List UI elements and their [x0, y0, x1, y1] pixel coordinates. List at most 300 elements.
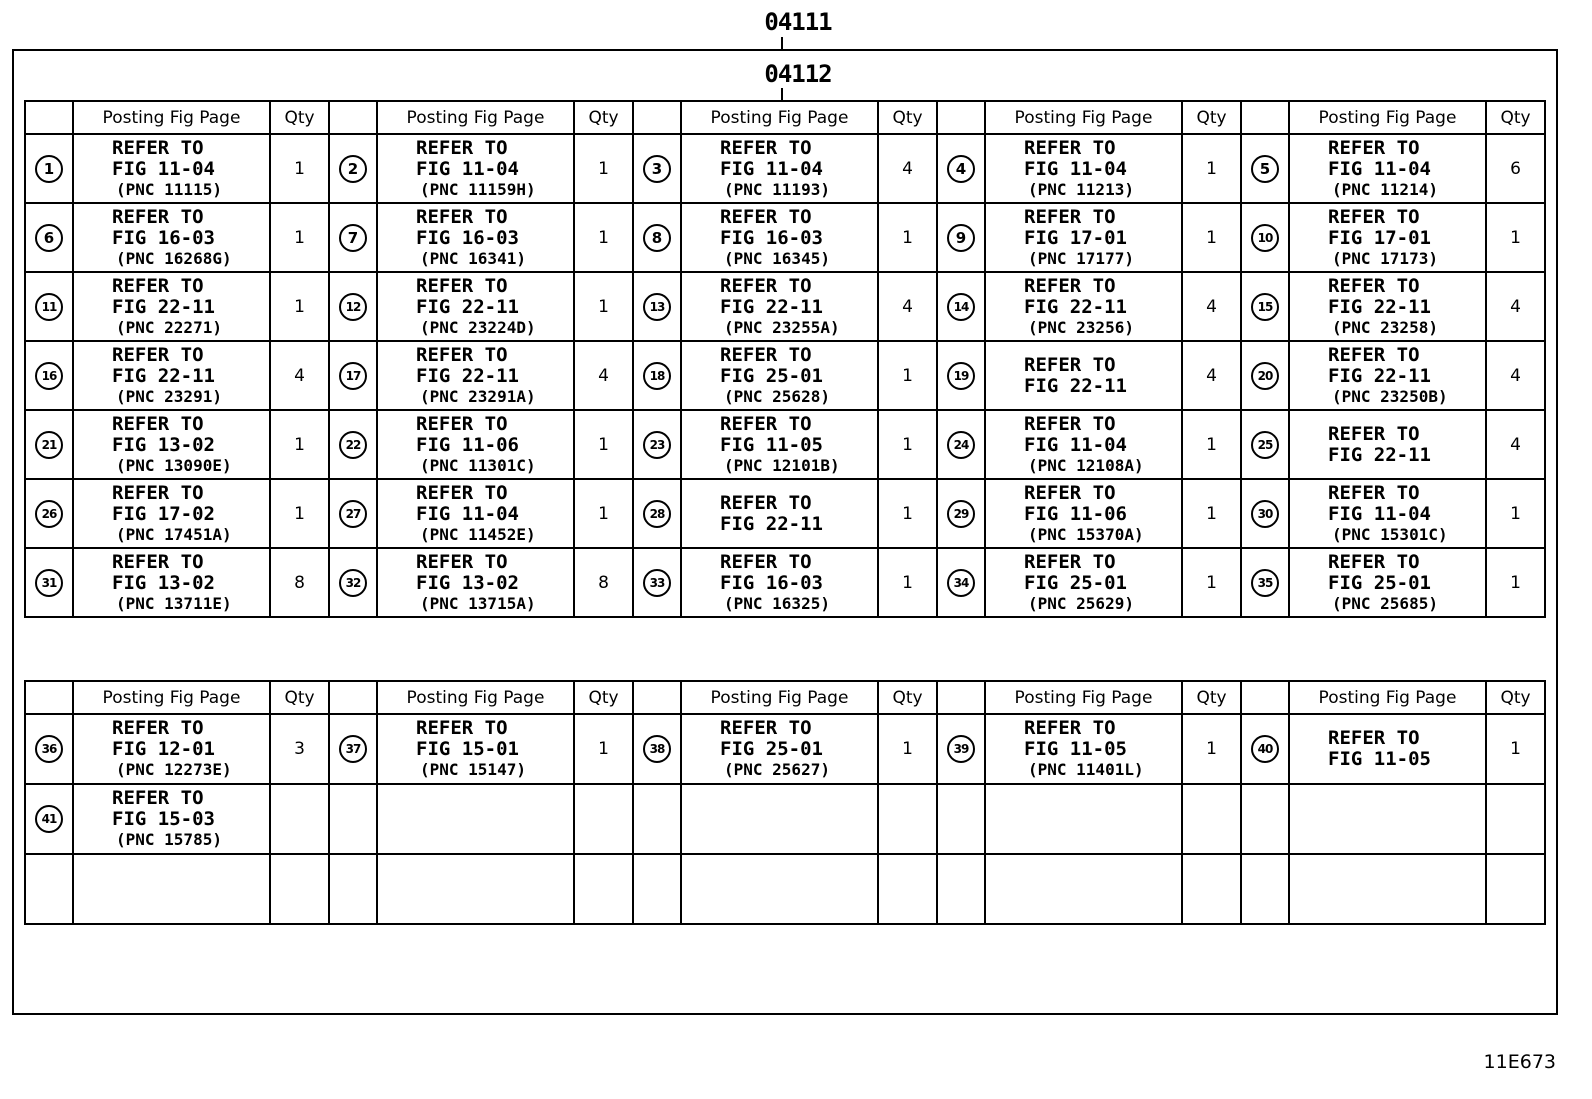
reference-cell — [985, 134, 1182, 203]
refer-to-label: REFER TO — [416, 717, 508, 739]
item-number-cell — [633, 479, 681, 548]
reference-cell — [73, 272, 270, 341]
reference-cell — [377, 784, 574, 854]
item-number-cell — [25, 134, 73, 203]
fig-reference: FIG 25-01 — [1024, 571, 1127, 594]
item-number-cell — [937, 203, 985, 272]
header-posting-fig-page: Posting Fig Page — [681, 681, 878, 714]
item-number-circle: 9 — [947, 224, 975, 252]
table-row — [25, 272, 1545, 341]
header-number-cell — [1241, 681, 1289, 714]
qty-value: 4 — [1510, 365, 1521, 386]
item-number-cell — [329, 341, 377, 410]
table-row — [25, 479, 1545, 548]
pnc-reference: (PNC 25628) — [724, 386, 830, 406]
refer-to-label: REFER TO — [112, 717, 204, 739]
pnc-reference: (PNC 17173) — [1332, 248, 1438, 268]
qty-value: 1 — [902, 572, 913, 593]
reference-cell — [985, 410, 1182, 479]
fig-reference: FIG 22-11 — [1328, 364, 1431, 387]
pnc-reference: (PNC 16341) — [420, 248, 526, 268]
qty-value: 6 — [1510, 158, 1521, 179]
pnc-reference: (PNC 25627) — [724, 760, 830, 779]
item-number-circle: 13 — [643, 293, 671, 321]
reference-table-secondary — [24, 680, 1546, 925]
item-number-circle: 37 — [339, 735, 367, 763]
item-number-cell — [937, 479, 985, 548]
qty-value: 8 — [294, 572, 305, 593]
fig-reference: FIG 22-11 — [1328, 443, 1431, 466]
refer-to-label: REFER TO — [112, 412, 204, 435]
reference-cell — [681, 410, 878, 479]
pnc-reference: (PNC 15370A) — [1028, 524, 1144, 544]
qty-value: 1 — [1206, 572, 1217, 593]
reference-cell — [377, 548, 574, 617]
header-number-cell — [937, 101, 985, 134]
item-number-circle: 21 — [35, 431, 63, 459]
header-qty: Qty — [878, 681, 937, 714]
table-row — [25, 548, 1545, 617]
refer-to-label: REFER TO — [416, 481, 508, 504]
item-number-cell — [25, 203, 73, 272]
header-number-cell — [937, 681, 985, 714]
reference-cell — [681, 479, 878, 548]
refer-to-label: REFER TO — [1328, 481, 1420, 504]
item-number-circle: 27 — [339, 500, 367, 528]
item-number-cell — [1241, 854, 1289, 924]
qty-cell — [878, 784, 937, 854]
fig-reference: FIG 22-11 — [112, 364, 215, 387]
qty-cell — [878, 714, 937, 784]
table-row — [25, 134, 1545, 203]
item-number-cell — [1241, 479, 1289, 548]
header-number-cell — [25, 101, 73, 134]
header-posting-fig-page: Posting Fig Page — [681, 101, 878, 134]
qty-cell — [878, 479, 937, 548]
item-number-cell — [1241, 784, 1289, 854]
qty-cell — [574, 341, 633, 410]
header-posting-fig-page: Posting Fig Page — [985, 681, 1182, 714]
fig-reference: FIG 25-01 — [720, 738, 823, 760]
refer-to-label: REFER TO — [1328, 727, 1420, 749]
item-number-cell — [25, 784, 73, 854]
item-number-cell — [937, 341, 985, 410]
item-number-cell — [329, 410, 377, 479]
refer-to-label: REFER TO — [416, 274, 508, 297]
pnc-reference: (PNC 15301C) — [1332, 524, 1448, 544]
item-number-circle: 14 — [947, 293, 975, 321]
fig-reference: FIG 11-04 — [112, 157, 215, 180]
qty-cell — [270, 272, 329, 341]
table-row — [25, 784, 1545, 854]
refer-to-label: REFER TO — [112, 343, 204, 366]
fig-reference: FIG 11-06 — [416, 433, 519, 456]
pnc-reference: (PNC 12273E) — [116, 760, 232, 779]
header-row — [25, 101, 1545, 134]
header-posting-fig-page: Posting Fig Page — [985, 101, 1182, 134]
pnc-reference: (PNC 11214) — [1332, 179, 1438, 199]
reference-cell — [681, 341, 878, 410]
qty-cell — [270, 714, 329, 784]
qty-cell — [574, 479, 633, 548]
header-number-cell — [25, 681, 73, 714]
refer-to-label: REFER TO — [416, 205, 508, 228]
qty-value: 1 — [1206, 503, 1217, 524]
fig-reference: FIG 11-05 — [1328, 748, 1431, 770]
qty-cell — [1486, 203, 1545, 272]
item-number-circle: 18 — [643, 362, 671, 390]
fig-reference: FIG 11-04 — [416, 502, 519, 525]
pnc-reference: (PNC 11301C) — [420, 455, 536, 475]
qty-cell — [878, 548, 937, 617]
item-number-circle: 29 — [947, 500, 975, 528]
qty-cell — [574, 203, 633, 272]
pnc-reference: (PNC 16325) — [724, 593, 830, 613]
qty-cell — [1486, 272, 1545, 341]
figure-code: 11E673 — [1483, 1051, 1556, 1073]
reference-cell — [681, 548, 878, 617]
reference-cell — [73, 548, 270, 617]
table-row — [25, 203, 1545, 272]
refer-to-label: REFER TO — [1024, 550, 1116, 573]
fig-reference: FIG 16-03 — [720, 226, 823, 249]
reference-cell — [73, 714, 270, 784]
qty-value: 1 — [294, 227, 305, 248]
item-number-cell — [633, 854, 681, 924]
qty-cell — [1486, 410, 1545, 479]
reference-cell — [1289, 784, 1486, 854]
reference-cell — [681, 134, 878, 203]
reference-cell — [377, 272, 574, 341]
pnc-reference: (PNC 16268G) — [116, 248, 232, 268]
qty-cell — [574, 784, 633, 854]
reference-cell — [377, 854, 574, 924]
pnc-reference: (PNC 15785) — [116, 830, 222, 849]
item-number-circle: 31 — [35, 569, 63, 597]
qty-value: 1 — [902, 739, 913, 759]
qty-value: 1 — [902, 365, 913, 386]
refer-to-label: REFER TO — [1328, 205, 1420, 228]
table-row — [25, 410, 1545, 479]
reference-cell — [1289, 854, 1486, 924]
reference-cell — [73, 410, 270, 479]
qty-cell — [1182, 714, 1241, 784]
refer-to-label: REFER TO — [1024, 136, 1116, 159]
reference-cell — [1289, 714, 1486, 784]
refer-to-label: REFER TO — [720, 343, 812, 366]
table-row — [25, 854, 1545, 924]
qty-value: 1 — [1510, 739, 1521, 759]
qty-value: 1 — [294, 503, 305, 524]
qty-value: 1 — [1510, 572, 1521, 593]
pnc-reference: (PNC 13715A) — [420, 593, 536, 613]
pnc-reference: (PNC 12101B) — [724, 455, 840, 475]
qty-cell — [878, 134, 937, 203]
item-number-cell — [1241, 548, 1289, 617]
qty-value: 4 — [1206, 296, 1217, 317]
fig-reference: FIG 11-05 — [1024, 738, 1127, 760]
fig-reference: FIG 17-01 — [1024, 226, 1127, 249]
item-number-circle: 3 — [643, 155, 671, 183]
qty-value: 1 — [294, 296, 305, 317]
header-qty: Qty — [270, 681, 329, 714]
header-number-cell — [1241, 101, 1289, 134]
item-number-circle: 24 — [947, 431, 975, 459]
qty-value: 1 — [1206, 158, 1217, 179]
qty-cell — [1182, 341, 1241, 410]
fig-reference: FIG 15-01 — [416, 738, 519, 760]
item-number-circle: 20 — [1251, 362, 1279, 390]
refer-to-label: REFER TO — [1328, 550, 1420, 573]
pnc-reference: (PNC 23224D) — [420, 317, 536, 337]
pnc-reference: (PNC 11159H) — [420, 179, 536, 199]
qty-cell — [574, 714, 633, 784]
item-number-cell — [633, 134, 681, 203]
reference-cell — [1289, 272, 1486, 341]
item-number-cell — [329, 479, 377, 548]
fig-reference: FIG 16-03 — [416, 226, 519, 249]
reference-cell — [377, 134, 574, 203]
reference-cell — [985, 272, 1182, 341]
item-number-cell — [937, 410, 985, 479]
qty-value: 4 — [1510, 434, 1521, 455]
reference-cell — [1289, 410, 1486, 479]
reference-cell — [985, 714, 1182, 784]
item-number-circle: 23 — [643, 431, 671, 459]
reference-cell — [681, 854, 878, 924]
item-number-circle: 4 — [947, 155, 975, 183]
qty-value: 1 — [902, 434, 913, 455]
item-number-cell — [1241, 714, 1289, 784]
qty-value: 4 — [1206, 365, 1217, 386]
reference-cell — [985, 479, 1182, 548]
pnc-reference: (PNC 11213) — [1028, 179, 1134, 199]
header-posting-fig-page: Posting Fig Page — [1289, 101, 1486, 134]
refer-to-label: REFER TO — [1024, 274, 1116, 297]
qty-cell — [1182, 854, 1241, 924]
refer-to-label: REFER TO — [720, 491, 812, 514]
qty-value: 1 — [598, 434, 609, 455]
header-qty: Qty — [574, 681, 633, 714]
header-number-cell — [633, 101, 681, 134]
header-posting-fig-page: Posting Fig Page — [377, 681, 574, 714]
refer-to-label: REFER TO — [112, 550, 204, 573]
item-number-cell — [329, 784, 377, 854]
refer-to-label: REFER TO — [112, 136, 204, 159]
item-number-cell — [633, 548, 681, 617]
header-number-cell — [329, 101, 377, 134]
qty-value: 1 — [598, 739, 609, 759]
fig-reference: FIG 11-04 — [720, 157, 823, 180]
qty-cell — [878, 854, 937, 924]
leader-line — [781, 88, 783, 100]
item-number-circle: 30 — [1251, 500, 1279, 528]
item-number-circle: 26 — [35, 500, 63, 528]
refer-to-label: REFER TO — [112, 787, 204, 809]
fig-reference: FIG 25-01 — [720, 364, 823, 387]
fig-reference: FIG 22-11 — [1024, 295, 1127, 318]
qty-cell — [1182, 479, 1241, 548]
refer-to-label: REFER TO — [1328, 274, 1420, 297]
item-number-circle: 16 — [35, 362, 63, 390]
qty-value: 1 — [1206, 227, 1217, 248]
pnc-reference: (PNC 12108A) — [1028, 455, 1144, 475]
qty-value: 4 — [902, 158, 913, 179]
header-posting-fig-page: Posting Fig Page — [73, 681, 270, 714]
reference-cell — [985, 548, 1182, 617]
qty-value: 4 — [598, 365, 609, 386]
pnc-reference: (PNC 17451A) — [116, 524, 232, 544]
qty-value: 1 — [902, 503, 913, 524]
pnc-reference: (PNC 11193) — [724, 179, 830, 199]
reference-cell — [73, 203, 270, 272]
reference-cell — [73, 854, 270, 924]
fig-reference: FIG 16-03 — [112, 226, 215, 249]
item-number-cell — [937, 854, 985, 924]
parent-assembly-label: 04111 — [764, 8, 832, 36]
header-qty: Qty — [1182, 681, 1241, 714]
item-number-circle: 36 — [35, 735, 63, 763]
header-number-cell — [633, 681, 681, 714]
pnc-reference: (PNC 16345) — [724, 248, 830, 268]
reference-cell — [985, 854, 1182, 924]
item-number-cell — [937, 714, 985, 784]
fig-reference: FIG 22-11 — [1024, 374, 1127, 397]
qty-value: 4 — [1510, 296, 1521, 317]
fig-reference: FIG 16-03 — [720, 571, 823, 594]
fig-reference: FIG 11-04 — [1024, 433, 1127, 456]
fig-reference: FIG 13-02 — [112, 571, 215, 594]
qty-cell — [1486, 854, 1545, 924]
pnc-reference: (PNC 22271) — [116, 317, 222, 337]
qty-cell — [878, 410, 937, 479]
item-number-circle: 34 — [947, 569, 975, 597]
qty-cell — [270, 548, 329, 617]
qty-cell — [878, 341, 937, 410]
pnc-reference: (PNC 23291) — [116, 386, 222, 406]
reference-cell — [1289, 134, 1486, 203]
item-number-cell — [25, 854, 73, 924]
refer-to-label: REFER TO — [112, 481, 204, 504]
qty-cell — [574, 410, 633, 479]
qty-value: 1 — [598, 158, 609, 179]
item-number-circle: 2 — [339, 155, 367, 183]
qty-cell — [270, 203, 329, 272]
qty-value: 1 — [1206, 434, 1217, 455]
reference-cell — [377, 410, 574, 479]
header-row — [25, 681, 1545, 714]
item-number-circle: 22 — [339, 431, 367, 459]
reference-cell — [985, 341, 1182, 410]
reference-cell — [681, 784, 878, 854]
header-qty: Qty — [270, 101, 329, 134]
reference-cell — [681, 272, 878, 341]
fig-reference: FIG 11-04 — [1328, 502, 1431, 525]
item-number-cell — [25, 714, 73, 784]
qty-cell — [1182, 134, 1241, 203]
qty-value: 1 — [902, 227, 913, 248]
item-number-cell — [633, 784, 681, 854]
refer-to-label: REFER TO — [1024, 205, 1116, 228]
header-posting-fig-page: Posting Fig Page — [1289, 681, 1486, 714]
item-number-circle: 32 — [339, 569, 367, 597]
item-number-circle: 39 — [947, 735, 975, 763]
qty-cell — [1486, 714, 1545, 784]
item-number-circle: 38 — [643, 735, 671, 763]
header-posting-fig-page: Posting Fig Page — [73, 101, 270, 134]
item-number-circle: 11 — [35, 293, 63, 321]
item-number-circle: 8 — [643, 224, 671, 252]
qty-value: 1 — [598, 296, 609, 317]
refer-to-label: REFER TO — [1024, 353, 1116, 376]
qty-value: 1 — [1510, 227, 1521, 248]
item-number-cell — [633, 272, 681, 341]
item-number-cell — [1241, 410, 1289, 479]
item-number-circle: 10 — [1251, 224, 1279, 252]
item-number-circle: 35 — [1251, 569, 1279, 597]
pnc-reference: (PNC 23250B) — [1332, 386, 1448, 406]
item-number-cell — [937, 784, 985, 854]
refer-to-label: REFER TO — [1328, 136, 1420, 159]
fig-reference: FIG 22-11 — [720, 295, 823, 318]
pnc-reference: (PNC 23291A) — [420, 386, 536, 406]
item-number-circle: 7 — [339, 224, 367, 252]
item-number-cell — [1241, 203, 1289, 272]
item-number-circle: 19 — [947, 362, 975, 390]
qty-cell — [574, 272, 633, 341]
qty-cell — [878, 272, 937, 341]
pnc-reference: (PNC 25685) — [1332, 593, 1438, 613]
reference-cell — [681, 203, 878, 272]
item-number-cell — [1241, 134, 1289, 203]
qty-cell — [1486, 479, 1545, 548]
header-number-cell — [329, 681, 377, 714]
refer-to-label: REFER TO — [416, 136, 508, 159]
refer-to-label: REFER TO — [416, 550, 508, 573]
fig-reference: FIG 12-01 — [112, 738, 215, 760]
item-number-circle: 12 — [339, 293, 367, 321]
reference-cell — [681, 714, 878, 784]
qty-cell — [574, 854, 633, 924]
item-number-cell — [25, 341, 73, 410]
pnc-reference: (PNC 15147) — [420, 760, 526, 779]
fig-reference: FIG 11-04 — [1024, 157, 1127, 180]
refer-to-label: REFER TO — [720, 136, 812, 159]
pnc-reference: (PNC 13711E) — [116, 593, 232, 613]
qty-cell — [1182, 548, 1241, 617]
item-number-cell — [633, 714, 681, 784]
qty-value: 8 — [598, 572, 609, 593]
fig-reference: FIG 11-04 — [1328, 157, 1431, 180]
fig-reference: FIG 25-01 — [1328, 571, 1431, 594]
reference-cell — [73, 134, 270, 203]
item-number-circle: 28 — [643, 500, 671, 528]
qty-cell — [1182, 784, 1241, 854]
fig-reference: FIG 17-01 — [1328, 226, 1431, 249]
qty-value: 4 — [902, 296, 913, 317]
item-number-cell — [25, 410, 73, 479]
reference-cell — [73, 784, 270, 854]
item-number-circle: 15 — [1251, 293, 1279, 321]
reference-cell — [985, 203, 1182, 272]
item-number-cell — [25, 272, 73, 341]
qty-value: 4 — [294, 365, 305, 386]
item-number-cell — [937, 272, 985, 341]
item-number-cell — [937, 548, 985, 617]
item-number-cell — [329, 548, 377, 617]
pnc-reference: (PNC 13090E) — [116, 455, 232, 475]
item-number-cell — [633, 341, 681, 410]
